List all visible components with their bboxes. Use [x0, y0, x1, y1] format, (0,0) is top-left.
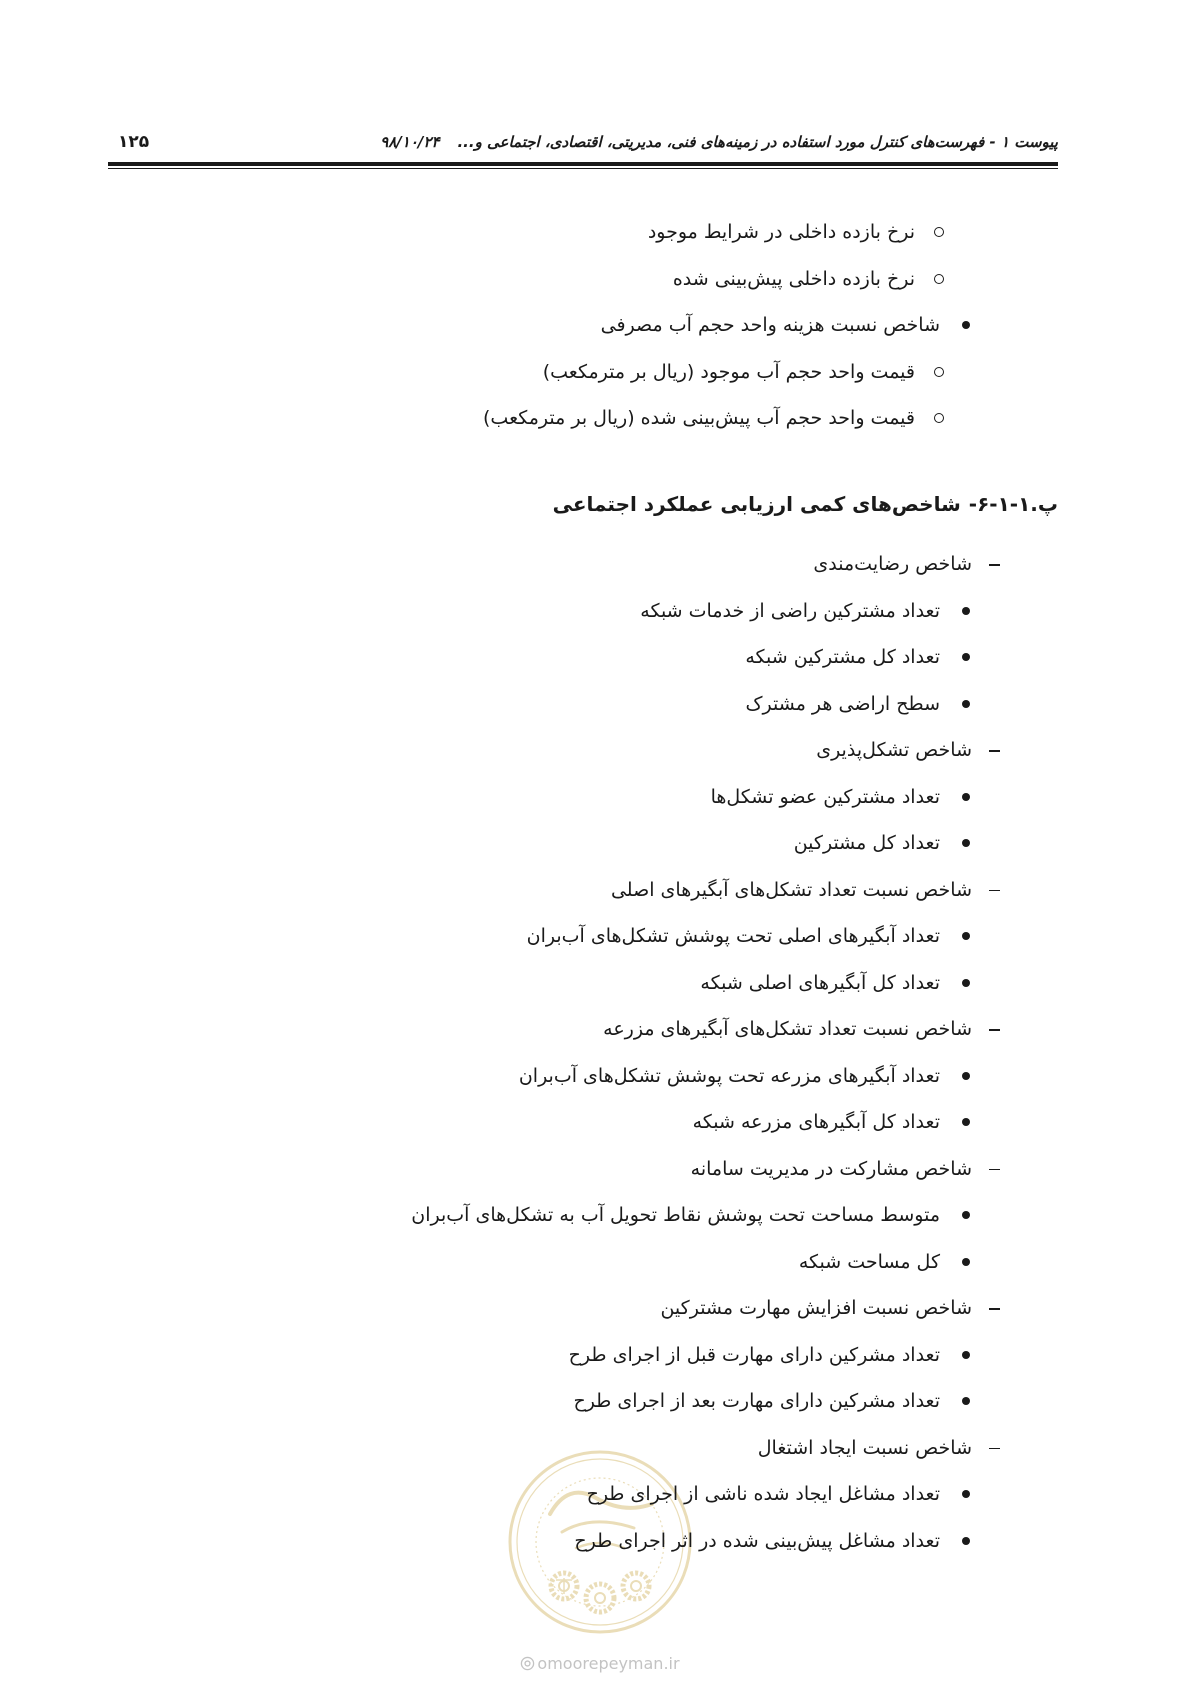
hollow-circle-bullet-icon [934, 367, 944, 377]
running-header [110, 129, 1058, 155]
list-item-text: تعداد آبگیرهای اصلی تحت پوشش تشکل‌های آب‌بران [526, 925, 940, 947]
dash-bullet-icon [989, 1448, 1000, 1450]
bullet-icon [962, 1537, 970, 1545]
bullet-icon [962, 1258, 970, 1266]
dash-bullet-icon [989, 750, 1000, 752]
list-item [0, 960, 1190, 1007]
social-indicator-list [0, 541, 1190, 1564]
hollow-circle-bullet-icon [934, 227, 944, 237]
section-heading [553, 488, 1058, 520]
list-item [0, 1239, 1190, 1286]
list-item [0, 727, 1190, 774]
list-item [0, 820, 1190, 867]
bullet-icon [962, 1211, 970, 1219]
hollow-circle-bullet-icon [934, 413, 944, 423]
dash-bullet-icon [989, 1169, 1000, 1171]
dash-bullet-icon [989, 890, 1000, 892]
list-item-text: کل مساحت شبکه [798, 1250, 940, 1273]
list-item [0, 1378, 1190, 1425]
bullet-icon [962, 1118, 970, 1126]
bullet-icon [962, 607, 970, 615]
economic-indicator-list [0, 209, 1190, 442]
list-item [0, 1192, 1190, 1239]
header-divider [108, 162, 1058, 169]
list-item [0, 1006, 1190, 1053]
list-item [0, 634, 1190, 681]
section-title: شاخص‌های کمی ارزیابی عملکرد اجتماعی [552, 492, 961, 516]
bullet-icon [962, 932, 970, 940]
list-item-text: قیمت واحد حجم آب پیش‌بینی شده (ریال بر مترمکعب) [483, 407, 915, 429]
list-item-text: تعداد مشرکین دارای مهارت بعد از اجرای طرح [573, 1390, 940, 1412]
list-item-text: شاخص مشارکت در مدیریت سامانه [690, 1157, 972, 1180]
list-item [0, 1425, 1190, 1472]
footer-website [480, 1652, 720, 1674]
list-item-text: تعداد کل مشترکین [793, 832, 940, 854]
list-item [0, 681, 1190, 728]
bullet-icon [962, 1397, 970, 1405]
dash-bullet-icon [989, 1308, 1000, 1310]
hollow-circle-bullet-icon [934, 274, 944, 284]
list-item-text: شاخص نسبت افزایش مهارت مشترکین [660, 1297, 972, 1319]
list-item [0, 395, 1190, 442]
header-title: پیوست ۱ - فهرست‌های کنترل مورد استفاده در زمینه‌های فنی، مدیریتی، اقتصادی، اجتماعی و... [457, 133, 1058, 151]
list-item [0, 774, 1190, 821]
bullet-icon [962, 1072, 970, 1080]
list-item-text: شاخص نسبت تعداد تشکل‌های آبگیرهای اصلی [610, 878, 972, 901]
at-icon [520, 1656, 535, 1671]
bullet-icon [962, 653, 970, 661]
bullet-icon [962, 793, 970, 801]
list-item [0, 256, 1190, 303]
list-item-text: متوسط مساحت تحت پوشش نقاط تحویل آب به تشکل‌های آب‌بران [411, 1204, 940, 1226]
list-item [0, 1146, 1190, 1193]
section-number: پ.۱-۱-۶- [968, 492, 1058, 516]
website-text: omoorepeyman.ir [537, 1653, 680, 1673]
list-item-text: تعداد مشرکین دارای مهارت قبل از اجرای طرح [568, 1343, 940, 1366]
list-item [0, 867, 1190, 914]
bullet-icon [962, 321, 970, 329]
list-item [0, 209, 1190, 256]
dash-bullet-icon [989, 1029, 1000, 1031]
list-item-text: شاخص نسبت هزینه واحد حجم آب مصرفی [600, 314, 940, 336]
bullet-icon [962, 1490, 970, 1498]
list-item-text: تعداد مشاغل پیش‌بینی شده در اثر اجرای طرح [574, 1529, 940, 1552]
bullet-icon [962, 839, 970, 847]
list-item-text: تعداد آبگیرهای مزرعه تحت پوشش تشکل‌های آب‌بران [518, 1064, 940, 1087]
list-item-text: تعداد مشترکین راضی از خدمات شبکه [640, 599, 940, 622]
list-item-text: نرخ بازده داخلی پیش‌بینی شده [672, 267, 915, 290]
list-item-text: شاخص نسبت ایجاد اشتغال [757, 1436, 972, 1459]
list-item [0, 1285, 1190, 1332]
page-number: ۱۲۵ [118, 132, 150, 152]
list-item [0, 1518, 1190, 1565]
list-item [0, 1471, 1190, 1518]
list-item-text: شاخص تشکل‌پذیری [816, 739, 972, 761]
list-item-text: تعداد کل مشترکین شبکه [745, 646, 940, 668]
list-item [0, 1332, 1190, 1379]
list-item-text: سطح اراضی هر مشترک [745, 692, 940, 715]
list-item [0, 541, 1190, 588]
bullet-icon [962, 979, 970, 987]
list-item [0, 349, 1190, 396]
list-item-text: تعداد کل آبگیرهای مزرعه شبکه [692, 1111, 940, 1133]
list-item-text: تعداد کل آبگیرهای اصلی شبکه [700, 971, 940, 994]
header-date: ۹۸/۱۰/۲۴ [380, 133, 440, 151]
list-item-text: تعداد مشترکین عضو تشکل‌ها [710, 785, 940, 808]
list-item-text: نرخ بازده داخلی در شرایط موجود [647, 221, 915, 243]
bullet-icon [962, 1351, 970, 1359]
list-item [0, 1099, 1190, 1146]
list-item [0, 1053, 1190, 1100]
bullet-icon [962, 700, 970, 708]
list-item-text: شاخص رضایت‌مندی [813, 553, 972, 575]
list-item-text: قیمت واحد حجم آب موجود (ریال بر مترمکعب) [542, 360, 915, 383]
list-item [0, 913, 1190, 960]
dash-bullet-icon [989, 564, 1000, 566]
list-item [0, 302, 1190, 349]
list-item [0, 588, 1190, 635]
list-item-text: تعداد مشاغل ایجاد شده ناشی از اجرای طرح [586, 1483, 940, 1505]
list-item-text: شاخص نسبت تعداد تشکل‌های آبگیرهای مزرعه [603, 1018, 972, 1040]
